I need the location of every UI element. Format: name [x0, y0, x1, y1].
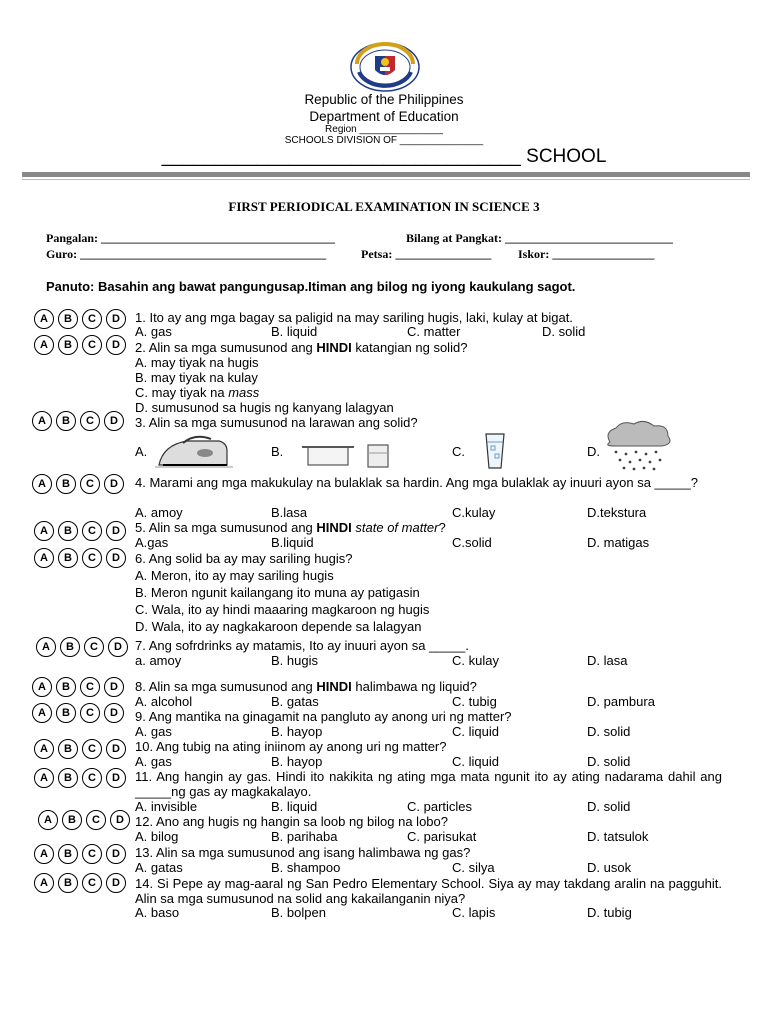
choices-q11 — [135, 799, 735, 814]
question-3: 3. Alin sa mga sumusunod na larawan ang solid? — [135, 415, 418, 430]
question-12: 12. Ano ang hugis ng hangin sa loob ng bilog na lobo? — [135, 814, 448, 829]
choice-c: C. liquid — [452, 754, 499, 769]
field-pangalan: Pangalan: _______________________________________ — [46, 231, 336, 245]
choice-b: B. hugis — [271, 653, 318, 668]
bubble-b[interactable]: B — [56, 677, 76, 697]
choice-a: A. bilog — [135, 829, 179, 844]
bubble-b[interactable]: B — [56, 411, 76, 431]
choice-a: A. gatas — [135, 860, 183, 875]
bubble-b[interactable]: B — [58, 873, 78, 893]
bubble-b[interactable]: B — [58, 521, 78, 541]
choice-b: B. bolpen — [271, 905, 326, 920]
field-petsa: Petsa: ________________ — [361, 247, 492, 261]
bubble-a[interactable]: A — [34, 521, 54, 541]
choice-d: D. usok — [587, 860, 632, 875]
bubble-b[interactable]: B — [58, 548, 78, 568]
bubble-c[interactable]: C — [80, 703, 100, 723]
bubble-a[interactable]: A — [34, 309, 54, 329]
bubble-a[interactable]: A — [34, 548, 54, 568]
bubble-c[interactable]: C — [80, 677, 100, 697]
header-department: Department of Education — [309, 109, 459, 124]
choice-b: B. liquid — [271, 799, 318, 814]
choice-a: A. amoy — [135, 505, 183, 520]
choice-d: D. solid — [542, 324, 586, 339]
bubble-c[interactable]: C — [82, 873, 102, 893]
bubble-a[interactable]: A — [38, 810, 58, 830]
choice-d: D.tekstura — [587, 505, 647, 520]
question-8: 8. Alin sa mga sumusunod ang HINDI halimbawa ng liquid? — [135, 679, 477, 694]
bubble-a[interactable]: A — [34, 739, 54, 759]
choice-d: D. pambura — [587, 694, 655, 709]
header-divider — [22, 172, 750, 177]
header-republic: Republic of the Philippines — [304, 92, 464, 107]
bubble-c[interactable]: C — [82, 739, 102, 759]
bubble-d[interactable]: D — [106, 309, 126, 329]
bubble-c[interactable]: C — [82, 521, 102, 541]
choice-a: A. gas — [135, 754, 172, 769]
bubble-d[interactable]: D — [104, 474, 124, 494]
question-6: 6. Ang solid ba ay may sariling hugis? — [135, 551, 353, 566]
bubble-b[interactable]: B — [58, 309, 78, 329]
choice-c: C. silya — [452, 860, 495, 875]
bubble-d[interactable]: D — [106, 844, 126, 864]
bubble-c[interactable]: C — [82, 768, 102, 788]
choice-a: A. Meron, ito ay may sariling hugis — [135, 568, 334, 583]
bubble-c[interactable]: C — [86, 810, 106, 830]
choice-c: C. — [452, 444, 465, 459]
choice-b: B. — [271, 444, 284, 459]
bubble-a[interactable]: A — [32, 703, 52, 723]
bubble-a[interactable]: A — [34, 335, 54, 355]
bubble-b[interactable]: B — [56, 703, 76, 723]
choice-b: B.liquid — [271, 535, 314, 550]
question-13: 13. Alin sa mga sumusunod ang isang halimbawa ng gas? — [135, 845, 471, 860]
choices-q12 — [135, 829, 735, 844]
choice-b: B. hayop — [271, 754, 323, 769]
header-school: __________________________________ SCHOOL — [161, 146, 607, 167]
choice-c: C. parisukat — [407, 829, 477, 844]
bubble-d[interactable]: D — [106, 739, 126, 759]
bubble-a[interactable]: A — [34, 873, 54, 893]
choice-d: D. matigas — [587, 535, 650, 550]
bubble-c[interactable]: C — [82, 548, 102, 568]
choice-b: B. liquid — [271, 324, 318, 339]
bubble-b[interactable]: B — [56, 474, 76, 494]
choice-a: A. gas — [135, 324, 172, 339]
bubble-c[interactable]: C — [82, 335, 102, 355]
bubble-a[interactable]: A — [32, 411, 52, 431]
question-7: 7. Ang sofrdrinks ay matamis, Ito ay inuuri ayon sa _____. — [135, 638, 469, 653]
bubble-a[interactable]: A — [32, 474, 52, 494]
question-11: 11. Ang hangin ay gas. Hindi ito nakikita ng ating mga mata ngunit ito ay ating nadarama dahil ang _____ng gas ay magkakalayo. — [135, 769, 722, 799]
choice-b: B. may tiyak na kulay — [135, 370, 258, 385]
bubble-d[interactable]: D — [106, 768, 126, 788]
field-iskor: Iskor: _________________ — [518, 247, 655, 261]
bubble-d[interactable]: D — [106, 521, 126, 541]
question-9: 9. Ang mantika na ginagamit na pangluto ay anong uri ng matter? — [135, 709, 512, 724]
choice-d: D. solid — [587, 724, 631, 739]
choices-q13 — [135, 860, 735, 875]
choices-q5 — [135, 535, 735, 550]
glass-of-water-picture — [484, 432, 506, 470]
pot-and-glass-picture — [302, 437, 394, 469]
choices-q1 — [135, 324, 735, 339]
choice-b: B. gatas — [271, 694, 319, 709]
choice-a: A. baso — [135, 905, 180, 920]
choice-c: C. Wala, ito ay hindi maaaring magkaroon ng hugis — [135, 602, 430, 617]
choice-c: C. tubig — [452, 694, 497, 709]
choices-q10 — [135, 754, 735, 769]
bubble-d[interactable]: D — [104, 677, 124, 697]
bubble-b[interactable]: B — [58, 335, 78, 355]
bubble-c[interactable]: C — [84, 637, 104, 657]
choice-d: D. solid — [587, 799, 631, 814]
bubble-c[interactable]: C — [80, 411, 100, 431]
choices-q8 — [135, 694, 735, 709]
header-division: SCHOOLS DIVISION OF _______________ — [284, 135, 484, 146]
bubble-d[interactable]: D — [108, 637, 128, 657]
question-4: 4. Marami ang mga makukulay na bulaklak sa hardin. Ang mga bulaklak ay inuuri ayon sa _____? — [135, 475, 698, 490]
choice-a: a. amoy — [135, 653, 182, 668]
choice-b: B. Meron ngunit kailangang ito muna ay patigasin — [135, 585, 420, 600]
question-1: 1. Ito ay ang mga bagay sa paligid na may sariling hugis, laki, kulay at bigat. — [135, 310, 573, 325]
choice-a: A.gas — [135, 535, 169, 550]
choice-a: A. — [135, 444, 148, 459]
bubble-c[interactable]: C — [82, 844, 102, 864]
question-5: 5. Alin sa mga sumusunod ang HINDI state of matter? — [135, 520, 446, 535]
choice-c: C.solid — [452, 535, 492, 550]
choice-c: C. particles — [407, 799, 473, 814]
bubble-b[interactable]: B — [58, 844, 78, 864]
bubble-a[interactable]: A — [34, 844, 54, 864]
flat-iron-picture — [153, 431, 237, 471]
bubble-d[interactable]: D — [104, 411, 124, 431]
bubble-d[interactable]: D — [106, 335, 126, 355]
choice-a: A. alcohol — [135, 694, 193, 709]
question-10: 10. Ang tubig na ating iniinom ay anong uri ng matter? — [135, 739, 447, 754]
choice-d: D. solid — [587, 754, 631, 769]
deped-seal-logo — [349, 42, 421, 92]
field-guro: Guro: _________________________________________ — [46, 247, 327, 261]
choice-c: C. lapis — [452, 905, 496, 920]
choice-d: D. Wala, ito ay nagkakaroon depende sa lalagyan — [135, 619, 422, 634]
bubble-d[interactable]: D — [110, 810, 130, 830]
choices-q7 — [135, 653, 735, 668]
rain-cloud-picture — [600, 420, 676, 472]
bubble-a[interactable]: A — [36, 637, 56, 657]
choice-b: B. shampoo — [271, 860, 341, 875]
choice-c: C.kulay — [452, 505, 496, 520]
choice-d: D. lasa — [587, 653, 628, 668]
header-divider-thin — [22, 179, 750, 180]
choice-b: B. hayop — [271, 724, 323, 739]
choice-c: C. matter — [407, 324, 461, 339]
bubble-d[interactable]: D — [104, 703, 124, 723]
choice-c: C. liquid — [452, 724, 499, 739]
bubble-d[interactable]: D — [106, 873, 126, 893]
exam-title: FIRST PERIODICAL EXAMINATION IN SCIENCE 3 — [228, 199, 540, 214]
header-region: Region _______________ — [325, 124, 443, 135]
instruction: Panuto: Basahin ang bawat pangungusap.Itiman ang bilog ng iyong kaukulang sagot. — [46, 279, 576, 294]
bubble-b[interactable]: B — [58, 768, 78, 788]
bubble-b[interactable]: B — [62, 810, 82, 830]
question-2: 2. Alin sa mga sumusunod ang HINDI katangian ng solid? — [135, 340, 468, 355]
bubble-d[interactable]: D — [106, 548, 126, 568]
choice-d: D. sumusunod sa hugis ng kanyang lalagyan — [135, 400, 394, 415]
choice-a: A. gas — [135, 724, 172, 739]
choice-a: A. may tiyak na hugis — [135, 355, 259, 370]
bubble-a[interactable]: A — [32, 677, 52, 697]
bubble-b[interactable]: B — [60, 637, 80, 657]
choice-b: B.lasa — [271, 505, 308, 520]
choices-q4 — [135, 505, 735, 520]
choice-a: A. invisible — [135, 799, 198, 814]
choice-c: C. may tiyak na mass — [135, 385, 260, 400]
bubble-b[interactable]: B — [58, 739, 78, 759]
choice-c: C. kulay — [452, 653, 499, 668]
field-bilang: Bilang at Pangkat: ____________________________ — [406, 231, 674, 245]
choice-d: D. tatsulok — [587, 829, 649, 844]
bubble-a[interactable]: A — [34, 768, 54, 788]
choices-q14 — [135, 905, 735, 920]
bubble-c[interactable]: C — [82, 309, 102, 329]
question-14: 14. Si Pepe ay mag-aaral ng San Pedro Elementary School. Siya ay may takdang aralin na pagguhit. Alin sa mga sumusunod na solid ang kakailanganin niya? — [135, 876, 722, 906]
bubble-c[interactable]: C — [80, 474, 100, 494]
choice-d: D. tubig — [587, 905, 632, 920]
choices-q9 — [135, 724, 735, 739]
choice-b: B. parihaba — [271, 829, 338, 844]
choice-d: D. — [587, 444, 600, 459]
